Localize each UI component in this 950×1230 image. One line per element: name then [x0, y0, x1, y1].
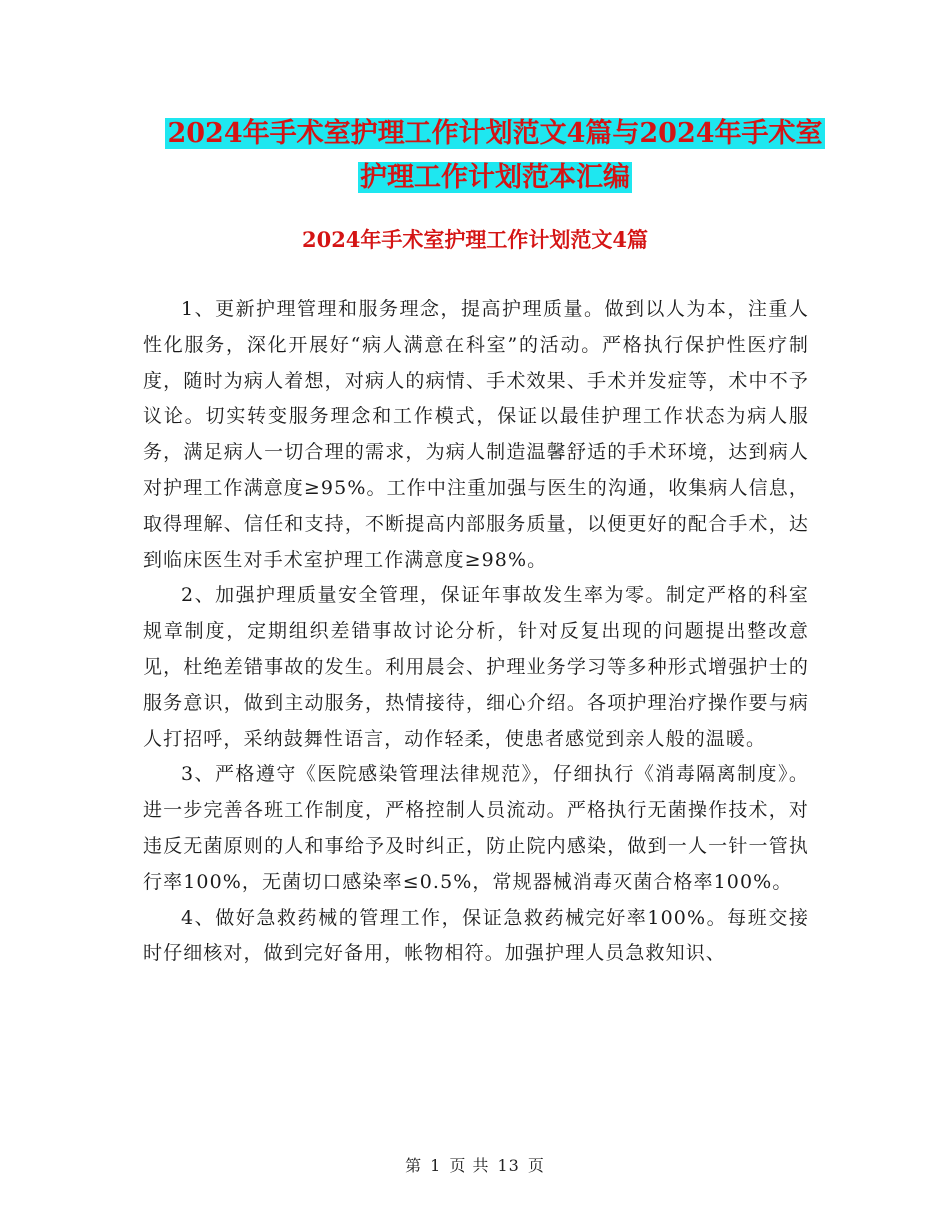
footer-page-number: 1: [430, 1156, 442, 1175]
paragraph-4: 4、做好急救药械的管理工作，保证急救药械完好率100%。每班交接时仔细核对，做到完好备用，帐物相符。加强护理人员急救知识、: [143, 906, 809, 965]
page-footer: [0, 1155, 950, 1177]
paragraph-2: 2、加强护理质量安全管理，保证年事故发生率为零。制定严格的科室规章制度，定期组织差错事故讨论分析，针对反复出现的问题提出整改意见，杜绝差错事故的发生。利用晨会、护理业务学习等多种形式增强护士的服务意识，做到主动服务，热情接待，细心介绍。各项护理治疗操作要与病人打招呼，采纳鼓舞性语言，动作轻柔，使患者感觉到亲人般的温暖。: [143, 584, 809, 750]
body-text: [143, 292, 809, 972]
footer-total-pages: 13: [497, 1156, 520, 1175]
footer-middle: 页 共: [449, 1156, 490, 1175]
title-line-1-text: 2024年手术室护理工作计划范文4篇与2024年手术室: [167, 118, 823, 149]
title-line-2: [140, 156, 850, 200]
section-heading: 2024年手术室护理工作计划范文4篇: [301, 227, 649, 252]
paragraph-3: 3、严格遵守《医院感染管理法律规范》，仔细执行《消毒隔离制度》。进一步完善各班工作制度，严格控制人员流动。严格执行无菌操作技术，对违反无菌原则的人和事给予及时纠正，防止院内感染，做到一人一针一管执行率100%，无菌切口感染率≤0.5%，常规器械消毒灭菌合格率100%。: [143, 763, 809, 893]
footer-prefix: 第: [405, 1156, 423, 1175]
paragraph-1: 1、更新护理管理和服务理念，提高护理质量。做到以人为本，注重人性化服务，深化开展好“病人满意在科室”的活动。严格执行保护性医疗制度，随时为病人着想，对病人的病情、手术效果、手术并发症等，术中不予议论。切实转变服务理念和工作模式，保证以最佳护理工作状态为病人服务，满足病人一切合理的需求，为病人制造温馨舒适的手术环境，达到病人对护理工作满意度≥95%。工作中注重加强与医生的沟通，收集病人信息，取得理解、信任和支持，不断提高内部服务质量，以便更好的配合手术，达到临床医生对手术室护理工作满意度≥98%。: [143, 298, 809, 571]
footer-suffix: 页: [527, 1156, 545, 1175]
title-line-1: [140, 112, 850, 156]
title-line-2-text: 护理工作计划范本汇编: [360, 162, 630, 193]
